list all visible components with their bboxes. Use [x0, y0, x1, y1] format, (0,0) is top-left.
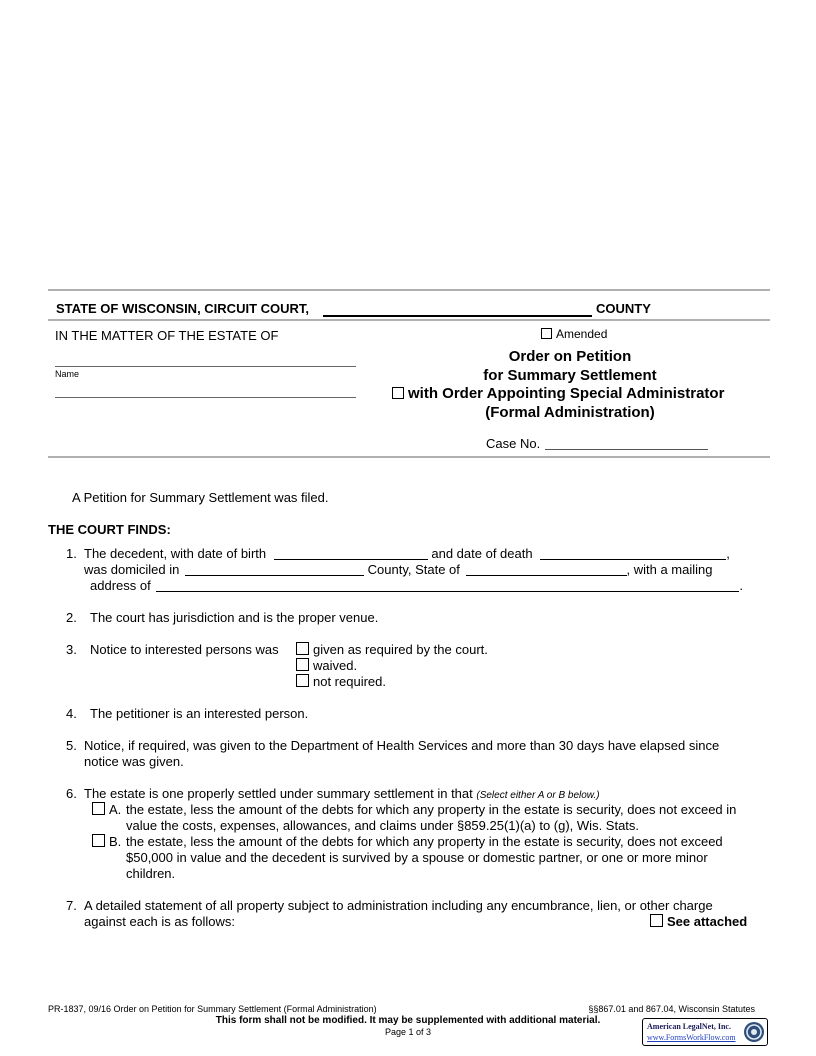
domicile-state-field[interactable]: [466, 563, 627, 576]
item-6-text: [84, 786, 600, 801]
notice-option-not-required[interactable]: [296, 674, 386, 689]
county-label: COUNTY: [596, 301, 651, 316]
state-of-label: County, State of: [367, 562, 460, 577]
item-1-number: 1.: [66, 546, 77, 561]
option-b[interactable]: [92, 834, 121, 849]
item-7-line-2: against each is as follows:: [84, 914, 236, 929]
amended-option[interactable]: [541, 327, 607, 341]
option-a-label: A.: [109, 802, 122, 817]
see-attached-label: See attached: [667, 914, 748, 929]
title-line-1: Order on Petition: [508, 348, 632, 365]
option-a-line-2: value the costs, expenses, allowances, and claims under §859.25(1)(a) to (g), Wis. Stats.: [126, 818, 640, 833]
item-5-line-1: Notice, if required, was given to the Department of Health Services and more than 30 days have elapsed since: [84, 738, 720, 753]
notice-waived-checkbox[interactable]: [296, 658, 309, 671]
option-a-checkbox[interactable]: [92, 802, 105, 815]
dod-label: and date of death: [431, 546, 533, 561]
item-4-number: 4.: [66, 706, 77, 721]
header-top-rule: [48, 289, 770, 291]
footer-notice: This form shall not be modified. It may be supplemented with additional material.: [215, 1015, 601, 1026]
matter-of-label: IN THE MATTER OF THE ESTATE OF: [55, 328, 279, 343]
option-b-line-3: children.: [126, 866, 176, 881]
notice-not-required-label: not required.: [313, 674, 386, 689]
header-bottom-rule: [48, 456, 770, 458]
case-no-label: Case No.: [486, 436, 541, 451]
court-finds-heading: THE COURT FINDS:: [48, 522, 171, 537]
domiciled-label: was domiciled in: [84, 562, 180, 577]
amended-checkbox[interactable]: [541, 328, 552, 339]
item-7-line-1: A detailed statement of all property subject to administration including any encumbrance, lien, or other charge: [84, 898, 713, 913]
notice-waived-label: waived.: [313, 658, 358, 673]
title-line-3-text: with Order Appointing Special Administrator: [408, 385, 725, 402]
address-label: address of: [90, 578, 151, 593]
footer-statutes: §§867.01 and 867.04, Wisconsin Statutes: [588, 1004, 755, 1014]
special-admin-checkbox[interactable]: [392, 387, 404, 399]
item-6-hint: (Select either A or B below.): [476, 790, 600, 801]
item-6-number: 6.: [66, 786, 77, 801]
title-line-4: (Formal Administration): [485, 404, 655, 421]
logo-url: www.FormsWorkFlow.com: [647, 1033, 736, 1042]
notice-option-given[interactable]: [296, 642, 488, 657]
notice-given-label: given as required by the court.: [313, 642, 488, 657]
dob-field[interactable]: [274, 547, 428, 560]
mailing-address-field[interactable]: [156, 579, 739, 592]
estate-name-field-2[interactable]: [55, 397, 356, 398]
item-1-line-3: address of .: [90, 578, 743, 593]
header-mid-rule: [48, 319, 770, 321]
see-attached-checkbox[interactable]: [650, 914, 663, 927]
notice-option-waived[interactable]: [296, 658, 357, 673]
american-legalnet-logo[interactable]: [642, 1018, 768, 1046]
domicile-county-field[interactable]: [185, 563, 364, 576]
mailing-label: , with a mailing: [626, 562, 713, 577]
intro-text: A Petition for Summary Settlement was filed.: [72, 490, 329, 505]
notice-given-checkbox[interactable]: [296, 642, 309, 655]
dod-field[interactable]: [540, 547, 726, 560]
item-1-line-2: [84, 562, 713, 577]
item-3-number: 3.: [66, 642, 77, 657]
item-6-main: The estate is one properly settled under summary settlement in that: [84, 786, 473, 801]
item-2-text: The court has jurisdiction and is the proper venue.: [90, 610, 379, 625]
item-4-text: The petitioner is an interested person.: [90, 706, 309, 721]
option-a-line-1: the estate, less the amount of the debts for which any property in the estate is security, does not exceed in: [126, 802, 737, 817]
court-county-field[interactable]: [323, 315, 592, 317]
item-5-line-2: notice was given.: [84, 754, 184, 769]
notice-not-required-checkbox[interactable]: [296, 674, 309, 687]
option-b-line-1: the estate, less the amount of the debts for which any property in the estate is security, does not exceed: [126, 834, 723, 849]
footer-form-id: PR-1837, 09/16 Order on Petition for Summary Settlement (Formal Administration): [48, 1004, 377, 1014]
item-1-line-1: The decedent, with date of birth and date of death ,: [84, 546, 730, 561]
name-label: Name: [55, 369, 80, 379]
see-attached-option[interactable]: [650, 914, 747, 929]
globe-icon: [743, 1021, 765, 1043]
footer-page: Page 1 of 3: [384, 1027, 432, 1037]
dob-label: The decedent, with date of birth: [84, 546, 267, 561]
estate-name-field[interactable]: [55, 366, 356, 367]
option-a[interactable]: [92, 802, 121, 817]
title-line-3: [392, 385, 724, 402]
option-b-line-2: $50,000 in value and the decedent is survived by a spouse or domestic partner, or one or more minor: [126, 850, 708, 865]
state-court-label: STATE OF WISCONSIN, CIRCUIT COURT,: [56, 301, 310, 316]
logo-company-name: American LegalNet, Inc.: [647, 1022, 731, 1031]
option-b-label: B.: [109, 834, 122, 849]
item-5-number: 5.: [66, 738, 77, 753]
item-2-number: 2.: [66, 610, 77, 625]
item-3-text: Notice to interested persons was: [90, 642, 279, 657]
option-b-checkbox[interactable]: [92, 834, 105, 847]
title-line-2: for Summary Settlement: [483, 367, 657, 384]
amended-label: Amended: [556, 327, 608, 341]
case-no-field[interactable]: [545, 449, 708, 450]
item-7-number: 7.: [66, 898, 77, 913]
